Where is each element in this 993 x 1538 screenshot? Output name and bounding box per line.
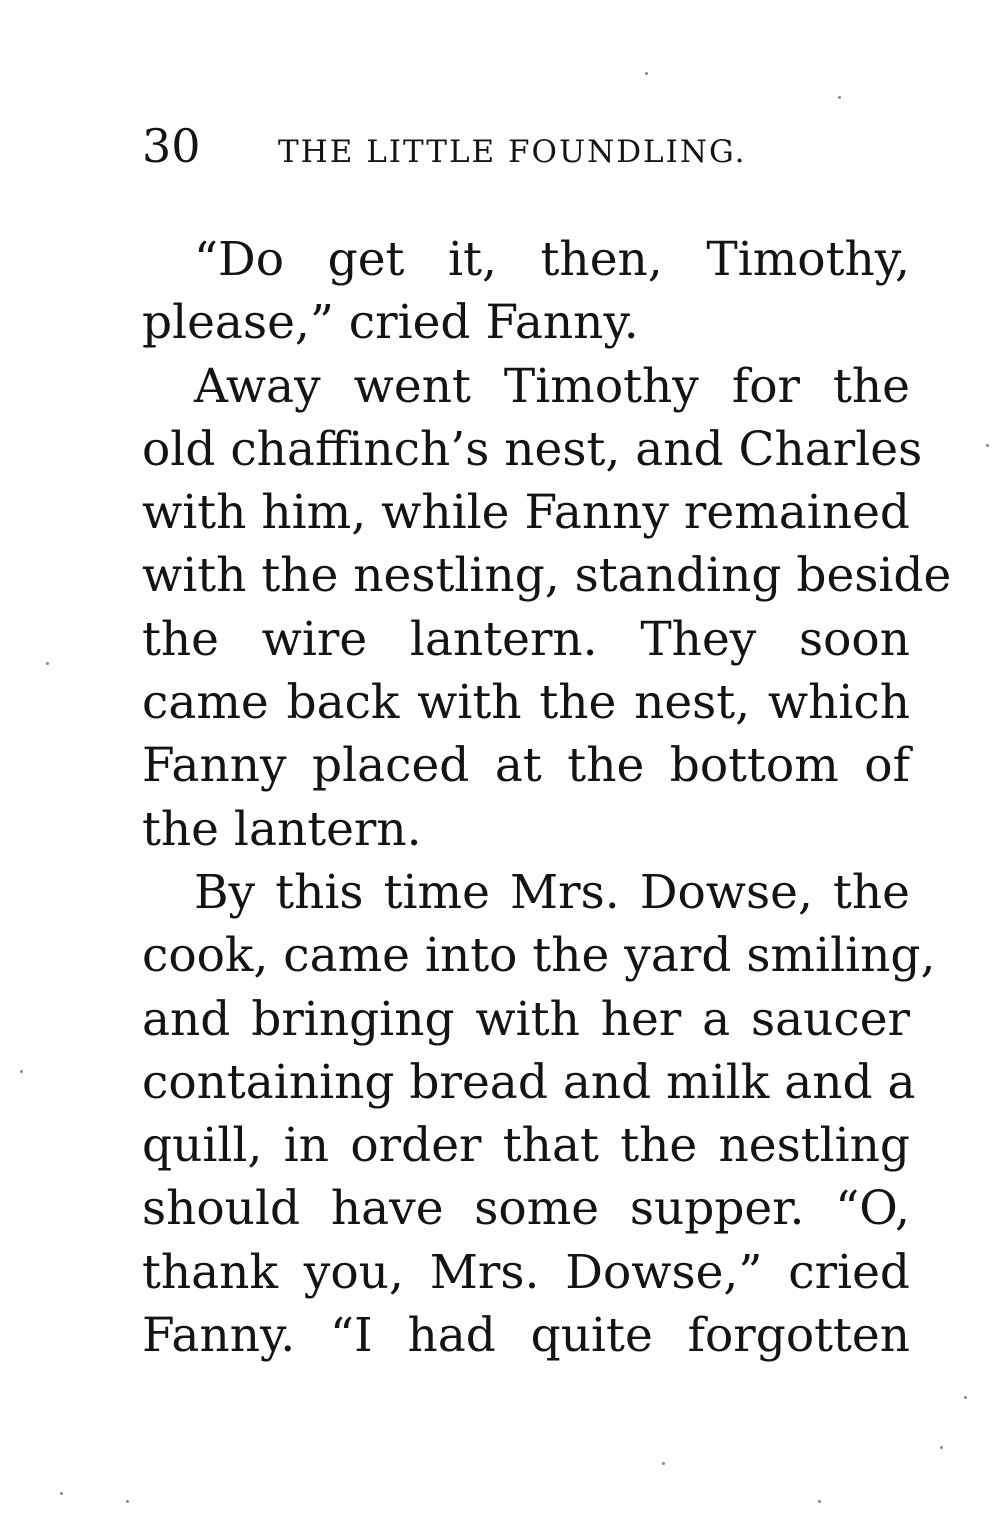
text-line: Fanny placed at the bottom of (142, 738, 910, 794)
speck (964, 1396, 967, 1399)
speck (60, 1492, 63, 1495)
running-title: THE LITTLE FOUNDLING. (278, 134, 747, 170)
speck (126, 1500, 129, 1503)
text-line: thank you, Mrs. Dowse,” cried (142, 1244, 910, 1300)
speck (20, 1070, 23, 1073)
text-line: should have some supper. “O, (142, 1181, 910, 1237)
text-line: Fanny. “I had quite forgotten (142, 1308, 910, 1364)
text-line: Away went Timothy for the (194, 358, 910, 414)
speck (662, 1462, 665, 1465)
text-line: “Do get it, then, Timothy, (194, 232, 910, 287)
text-line: containing bread and milk and a (142, 1054, 916, 1110)
speck (818, 1500, 821, 1503)
text-line: with the nestling, standing beside (142, 548, 952, 604)
text-line: the wire lantern. They soon (142, 611, 910, 667)
speck (46, 662, 49, 665)
text-line: the lantern. (142, 801, 422, 857)
text-line: came back with the nest, which (142, 675, 910, 731)
speck (645, 72, 648, 75)
text-line: quill, in order that the nestling (142, 1118, 910, 1174)
speck (940, 1446, 943, 1449)
page-header (142, 118, 802, 178)
text-line: please,” cried Fanny. (142, 295, 639, 351)
text-line: and bringing with her a saucer (142, 991, 910, 1047)
text-line: old chaffinch’s nest, and Charles (142, 421, 923, 477)
text-line: cook, came into the yard smiling, (142, 928, 936, 984)
text-line: By this time Mrs. Dowse, the (194, 864, 910, 920)
page-number: 30 (142, 119, 201, 173)
body-text (142, 228, 952, 1367)
speck (986, 444, 989, 447)
speck (838, 96, 841, 99)
text-line: with him, while Fanny remained (142, 485, 910, 541)
